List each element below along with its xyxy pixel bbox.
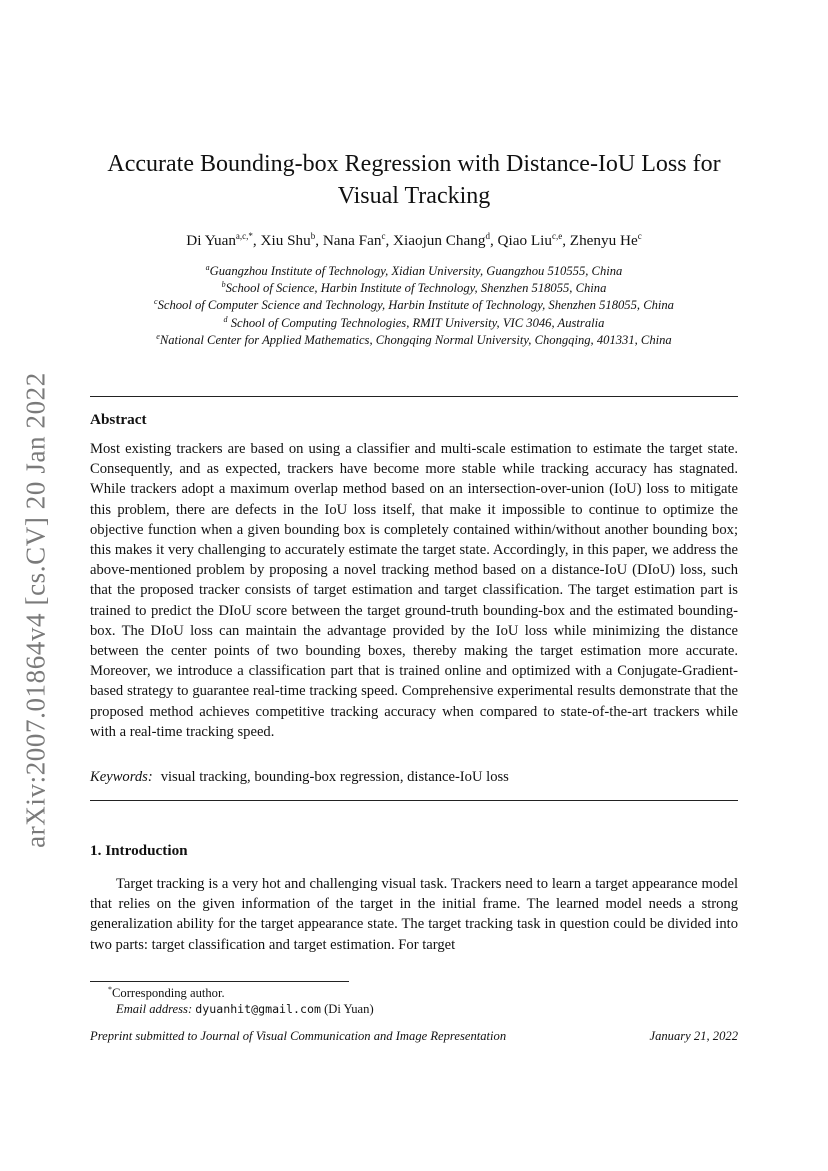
affiliation-list	[90, 263, 738, 349]
abstract-top-rule	[90, 396, 738, 397]
introduction-paragraph: Target tracking is a very hot and challenging visual task. Trackers need to learn a target appearance model that relies on the given information of the target in the initial frame. The learned model needs a strong generalization ability for the target appearance state. The target tracking task in question could be divided into two parts: target classification and target estimation. For target	[90, 876, 738, 953]
arxiv-identifier: arXiv:2007.01864v4 [cs.CV] 20 Jan 2022	[20, 372, 51, 848]
affiliation: $^c$School of Computer Science and Technology, Harbin Institute of Technology, Shenzhen 518055, China	[154, 297, 674, 313]
keywords-label: Keywords:	[90, 769, 153, 785]
abstract-bottom-rule	[90, 800, 738, 801]
affiliation: $^e$National Center for Applied Mathematics, Chongqing Normal University, Chongqing, 401331, China	[156, 331, 672, 347]
abstract-body: Most existing trackers are based on using a classifier and multi-scale estimation to estimate the target state. Consequently, and as expected, trackers have become more stable while tracking accuracy has stagnated. While trackers adopt a maximum overlap method based on an intersection-over-union (IoU) loss to mitigate this problem, there are defects in the IoU loss itself, that make it impossible to continue to optimize the objective function when a given bounding box is completely contained within/without another bounding box; this makes it very challenging to accurately estimate the target state. Accordingly, in this paper, we address the above-mentioned problem by proposing a novel tracking method based on a distance-IoU (DIoU) loss, such that the proposed tracker consists of target estimation and target classification. The target estimation part is trained to predict the DIoU score between the target ground-truth bounding-box and the estimated bounding-box. The DIoU loss can maintain the advantage provided by the IoU loss while minimizing the distance between the center points of two bounding boxes, thereby making the target estimation more accurate. Moreover, we introduce a classification part that is trained online and optimized with a Conjugate-Gradient-based strategy to guarantee real-time tracking speed. Comprehensive experimental results demonstrate that the proposed method achieves competitive tracking accuracy when compared to state-of-the-art trackers while with a real-time tracking speed.	[90, 441, 738, 740]
paper-title	[90, 148, 738, 212]
keywords	[90, 769, 509, 786]
author: Zhenyu He$^c$	[569, 231, 642, 249]
author-list: Di Yuan$^{a,c,*}$, Xiu Shu$^b$, Nana Fan$^c$, Xiaojun Chang$^d$, Qiao Liu$^{c,e}$, Zhenyu He$^c$	[186, 231, 642, 249]
footer-journal: Preprint submitted to Journal of Visual Communication and Image Representation	[90, 1029, 507, 1043]
title-line-2: Visual Tracking	[337, 183, 491, 209]
author: Di Yuan$^{a,c,*}$	[186, 231, 253, 249]
section-heading-introduction: 1. Introduction	[90, 842, 188, 859]
email-link[interactable]: dyuanhit@gmail.com	[195, 1002, 321, 1016]
author: Xiu Shu$^b$	[260, 231, 316, 249]
title-line-1: Accurate Bounding-box Regression with Distance-IoU Loss for	[107, 151, 721, 177]
author: Nana Fan$^c$	[322, 231, 386, 249]
author: Xiaojun Chang$^d$	[393, 231, 490, 249]
footer-date: January 21, 2022	[649, 1029, 738, 1043]
affiliation: $^b$School of Science, Harbin Institute of Technology, Shenzhen 518055, China	[221, 280, 607, 296]
affiliation: $^d$ School of Computing Technologies, RMIT University, VIC 3046, Australia	[223, 314, 605, 330]
footnote-email: Email address: dyuanhit@gmail.com (Di Yuan)	[116, 1002, 374, 1016]
footnote-rule	[90, 981, 349, 982]
footnote-corresponding: *Corresponding author.	[108, 985, 225, 1000]
author: Qiao Liu$^{c,e}$	[497, 231, 563, 249]
keywords-text: visual tracking, bounding-box regression, distance-IoU loss	[160, 769, 509, 785]
affiliation: $^a$Guangzhou Institute of Technology, Xidian University, Guangzhou 510555, China	[205, 263, 623, 278]
abstract-heading: Abstract	[90, 411, 147, 428]
